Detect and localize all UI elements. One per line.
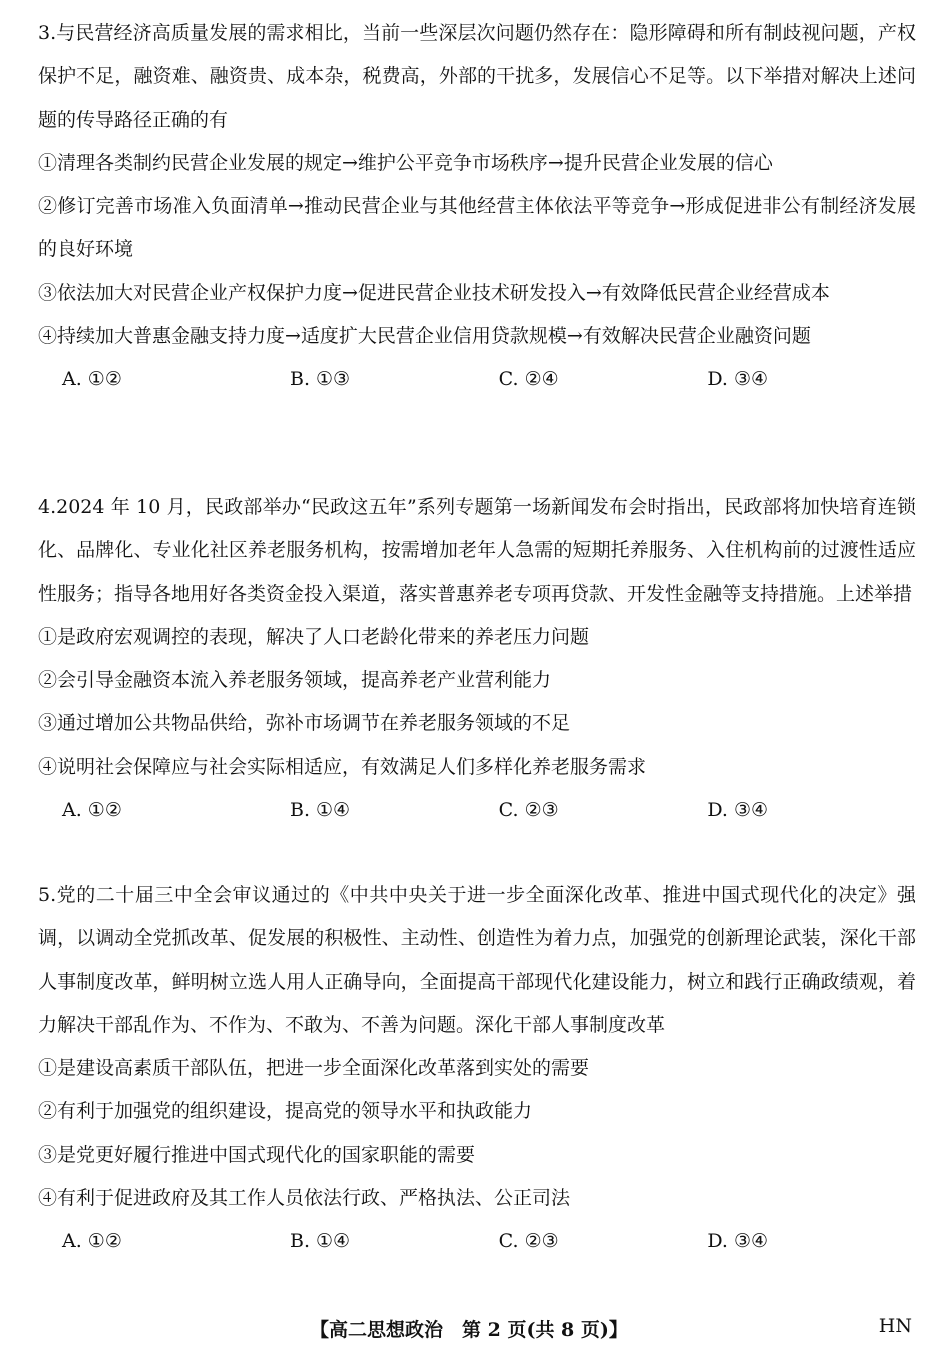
question-stem: 4.2024 年 10 月，民政部举办“民政这五年”系列专题第一场新闻发布会时指出，民政部将加快培育连锁化、品牌化、专业化社区养老服务机构，按需增加老年人急需的短期托养服务、入住机构前的过渡性适应性服务；指导各地用好各类资金投入渠道，落实普惠养老专项再贷款、开发性金融等支持措施。上述举措 xyxy=(38,496,916,605)
option-item xyxy=(38,185,916,272)
choice-a[interactable]: A. ①② xyxy=(62,1230,122,1253)
option-text: ②修订完善市场准入负面清单→推动民营企业与其他经营主体依法平等竞争→形成促进非公有制经济发展的良好环境 xyxy=(38,195,916,261)
choice-a[interactable]: A. ①② xyxy=(62,368,122,391)
option-text: ③是党更好履行推进中国式现代化的国家职能的需要 xyxy=(38,1143,476,1166)
question-stem: 3.与民营经济高质量发展的需求相比，当前一些深层次问题仍然存在：隐形障碍和所有制歧视问题，产权保护不足，融资难、融资贵、成本杂，税费高，外部的干扰多，发展信心不足等。以下举措对解决上述问题的传导路径正确的有 xyxy=(38,22,916,131)
option-text: ③通过增加公共物品供给，弥补市场调节在养老服务领域的不足 xyxy=(38,712,571,735)
choice-d[interactable]: D. ③④ xyxy=(707,1230,769,1253)
option-item xyxy=(38,272,916,315)
choice-b[interactable]: B. ①④ xyxy=(289,799,351,822)
option-text: ①清理各类制约民营企业发展的规定→维护公平竞争市场秩序→提升民营企业发展的信心 xyxy=(38,151,773,174)
option-item xyxy=(38,1090,916,1133)
choice-b[interactable]: B. ①③ xyxy=(289,368,351,391)
option-text: ②有利于加强党的组织建设，提高党的领导水平和执政能力 xyxy=(38,1100,533,1123)
option-item xyxy=(38,142,916,185)
option-text: ③依法加大对民营企业产权保护力度→促进民营企业技术研发投入→有效降低民营企业经营成本 xyxy=(38,281,830,304)
answer-choices xyxy=(38,1220,916,1263)
choice-c[interactable]: C. ②④ xyxy=(498,368,559,391)
choice-a[interactable]: A. ①② xyxy=(62,799,122,822)
question-4 xyxy=(38,486,916,832)
answer-choices xyxy=(38,358,916,401)
choice-d[interactable]: D. ③④ xyxy=(707,799,769,822)
option-item xyxy=(38,702,916,745)
option-text: ④有利于促进政府及其工作人员依法行政、严格执法、公正司法 xyxy=(38,1187,571,1210)
option-item xyxy=(38,616,916,659)
option-item xyxy=(38,746,916,789)
answer-choices xyxy=(38,789,916,832)
option-text: ①是建设高素质干部队伍，把进一步全面深化改革落到实处的需要 xyxy=(38,1057,590,1080)
option-text: ④持续加大普惠金融支持力度→适度扩大民营企业信用贷款规模→有效解决民营企业融资问题 xyxy=(38,325,811,348)
question-5 xyxy=(38,874,916,1264)
option-item xyxy=(38,659,916,702)
choice-c[interactable]: C. ②③ xyxy=(498,1230,559,1253)
option-text: ②会引导金融资本流入养老服务领域，提高养老产业营利能力 xyxy=(38,669,552,692)
page-footer xyxy=(0,1309,950,1349)
footer-code: HN xyxy=(878,1315,912,1337)
choice-c[interactable]: C. ②③ xyxy=(498,799,559,822)
choice-b[interactable]: B. ①④ xyxy=(289,1230,351,1253)
option-item xyxy=(38,1134,916,1177)
option-text: ①是政府宏观调控的表现，解决了人口老龄化带来的养老压力问题 xyxy=(38,625,590,648)
option-item xyxy=(38,1047,916,1090)
footer-title: 【高二思想政治 第 2 页(共 8 页)】 xyxy=(310,1319,628,1341)
option-item xyxy=(38,315,916,358)
option-text: ④说明社会保障应与社会实际相适应，有效满足人们多样化养老服务需求 xyxy=(38,755,647,778)
question-stem: 5.党的二十届三中全会审议通过的《中共中央关于进一步全面深化改革、推进中国式现代化的决定》强调，以调动全党抓改革、促发展的积极性、主动性、创造性为着力点，加强党的创新理论武装，深化干部人事制度改革，鲜明树立选人用人正确导向，全面提高干部现代化建设能力，树立和践行正确政绩观，着力解决干部乱作为、不作为、不敢为、不善为问题。深化干部人事制度改革 xyxy=(38,884,916,1036)
question-3 xyxy=(38,12,916,402)
choice-d[interactable]: D. ③④ xyxy=(707,368,769,391)
option-item xyxy=(38,1177,916,1220)
